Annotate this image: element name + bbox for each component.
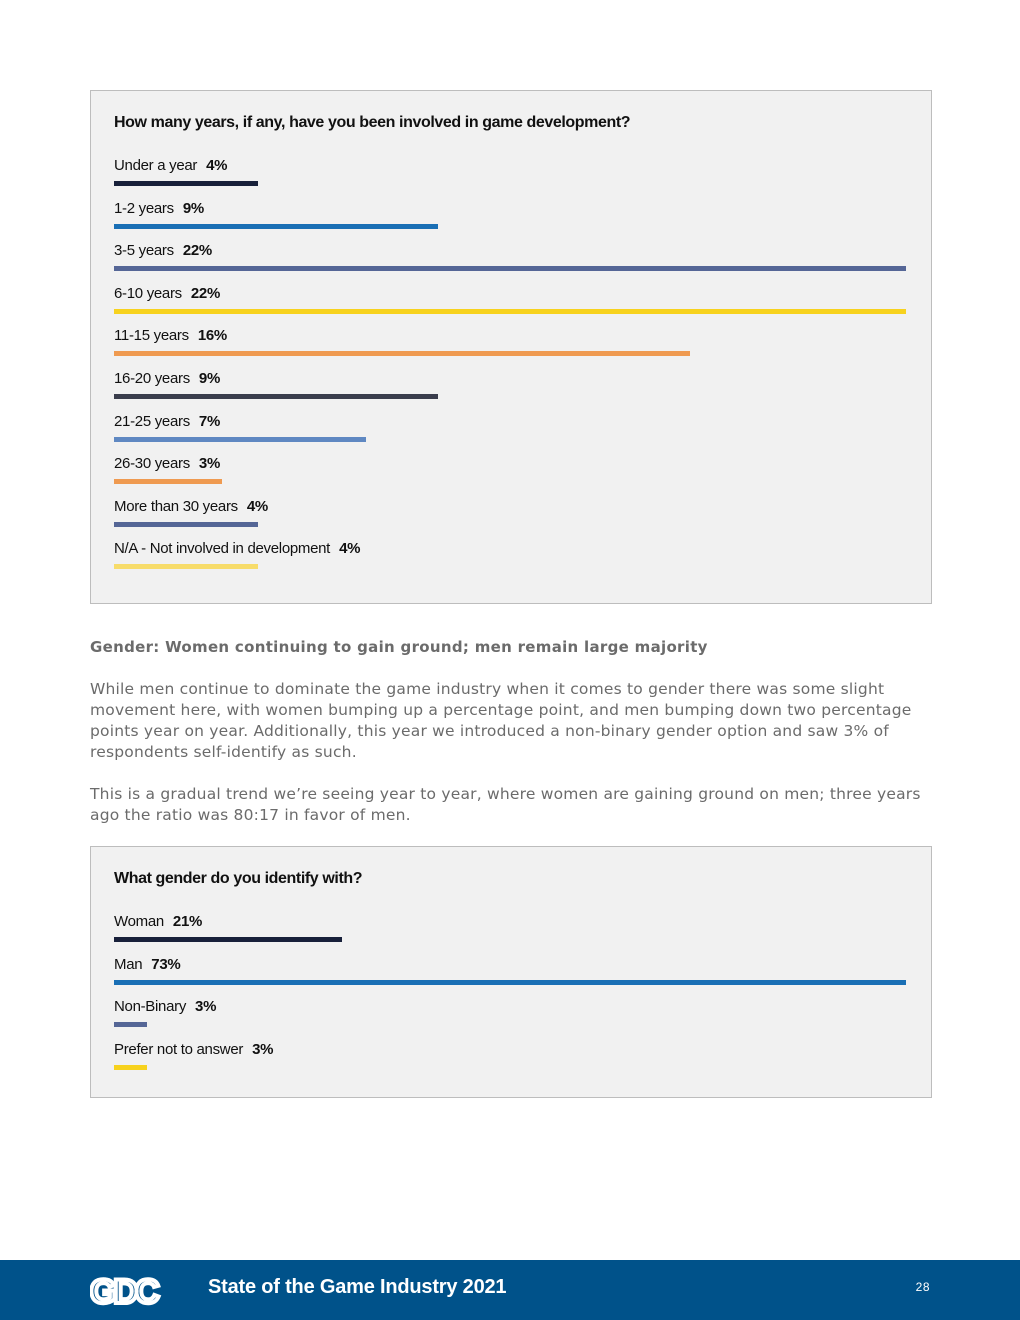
- bar-value-label: 4%: [339, 540, 361, 558]
- bar: [114, 1022, 147, 1027]
- bar-label: [114, 200, 204, 217]
- bar: [114, 980, 906, 985]
- bar-row: [114, 285, 914, 321]
- bar-label: [114, 498, 268, 515]
- bar-category-label: Woman: [114, 913, 164, 930]
- bar-value-label: 9%: [198, 370, 221, 387]
- bar: [114, 309, 906, 314]
- bar-category-label: 26-30 years: [114, 455, 190, 473]
- bar-label: [114, 327, 227, 344]
- bar-category-label: N/A - Not involved in development: [114, 540, 331, 558]
- bar-label: [114, 998, 216, 1015]
- bar-row: [114, 327, 914, 363]
- experience-bars: [114, 91, 914, 603]
- bar-value-label: 3%: [252, 1040, 274, 1058]
- section-heading: Gender: Women continuing to gain ground; men remain large majority: [90, 638, 708, 656]
- bar-value-label: 4%: [206, 157, 228, 174]
- bar-value-label: 16%: [197, 327, 227, 345]
- bar-label: [114, 1041, 273, 1058]
- bar-value-label: 7%: [198, 412, 221, 430]
- bar: [114, 224, 438, 229]
- bar: [114, 394, 438, 399]
- bar-value-label: 21%: [172, 913, 203, 930]
- page-number: 28: [915, 1280, 930, 1294]
- gender-chart-title: What gender do you identify with?: [114, 870, 363, 887]
- bar-category-label: Prefer not to answer: [114, 1040, 244, 1058]
- bar-row: [114, 157, 914, 193]
- experience-chart: [90, 90, 932, 604]
- bar-row: [114, 498, 914, 534]
- bar-value-label: 22%: [182, 242, 212, 260]
- bar-row: [114, 413, 914, 449]
- bar-row: [114, 370, 914, 406]
- bar: [114, 479, 222, 484]
- bar: [114, 266, 906, 271]
- gender-chart: [90, 846, 932, 1098]
- bar-row: [114, 913, 914, 949]
- bar-value-label: 22%: [190, 284, 220, 302]
- bar: [114, 351, 690, 356]
- bar-category-label: More than 30 years: [114, 497, 238, 515]
- bar-category-label: 3-5 years: [114, 242, 174, 260]
- bar-label: [114, 413, 220, 430]
- bar-value-label: 9%: [182, 199, 204, 217]
- bar-value-label: 3%: [198, 455, 221, 473]
- bar-row: [114, 455, 914, 491]
- bar-label: [114, 913, 202, 930]
- experience-chart-title: How many years, if any, have you been involved in game development?: [114, 114, 631, 131]
- bar: [114, 937, 342, 942]
- bar-label: [114, 157, 227, 174]
- gdc-logo-text: GDC: [90, 1274, 157, 1306]
- bar-label: [114, 455, 220, 472]
- bar-category-label: 1-2 years: [114, 199, 174, 217]
- bar-row: [114, 998, 914, 1034]
- bar-category-label: 21-25 years: [114, 412, 190, 430]
- bar: [114, 437, 366, 442]
- bar-category-label: Under a year: [114, 157, 198, 174]
- bar-category-label: 6-10 years: [114, 284, 182, 302]
- bar-label: [114, 285, 220, 302]
- bar: [114, 564, 258, 569]
- bar-value-label: 4%: [246, 497, 268, 515]
- bar-row: [114, 1041, 914, 1077]
- page-footer: [0, 1260, 1020, 1320]
- bar-row: [114, 200, 914, 236]
- gdc-logo: [90, 1274, 178, 1306]
- bar-category-label: 11-15 years: [114, 327, 189, 345]
- bar-label: [114, 956, 180, 973]
- bar-value-label: 3%: [195, 998, 217, 1016]
- bar-label: [114, 242, 212, 259]
- bar: [114, 522, 258, 527]
- paragraph-gender-movement: While men continue to dominate the game industry when it comes to gender there was some slight movement here, with women bumping up a percentage point, and men bumping down two percentage points year on year. Additionally, this year we introduced a non-binary gender option and saw 3% of respondents self-identify as such.: [90, 680, 912, 761]
- gender-bars: [114, 847, 914, 1097]
- bar: [114, 181, 258, 186]
- bar-row: [114, 242, 914, 278]
- bar-category-label: Non-Binary: [114, 998, 187, 1016]
- bar: [114, 1065, 147, 1070]
- bar-value-label: 73%: [151, 955, 181, 973]
- bar-category-label: 16-20 years: [114, 370, 190, 387]
- footer-title: State of the Game Industry 2021: [208, 1276, 507, 1298]
- paragraph-gender-trend: This is a gradual trend we’re seeing year to year, where women are gaining ground on men; three years ago the ratio was 80:17 in favor of men.: [90, 785, 921, 824]
- bar-label: [114, 370, 220, 387]
- bar-label: [114, 540, 360, 557]
- bar-row: [114, 956, 914, 992]
- bar-row: [114, 540, 914, 576]
- bar-category-label: Man: [114, 955, 143, 973]
